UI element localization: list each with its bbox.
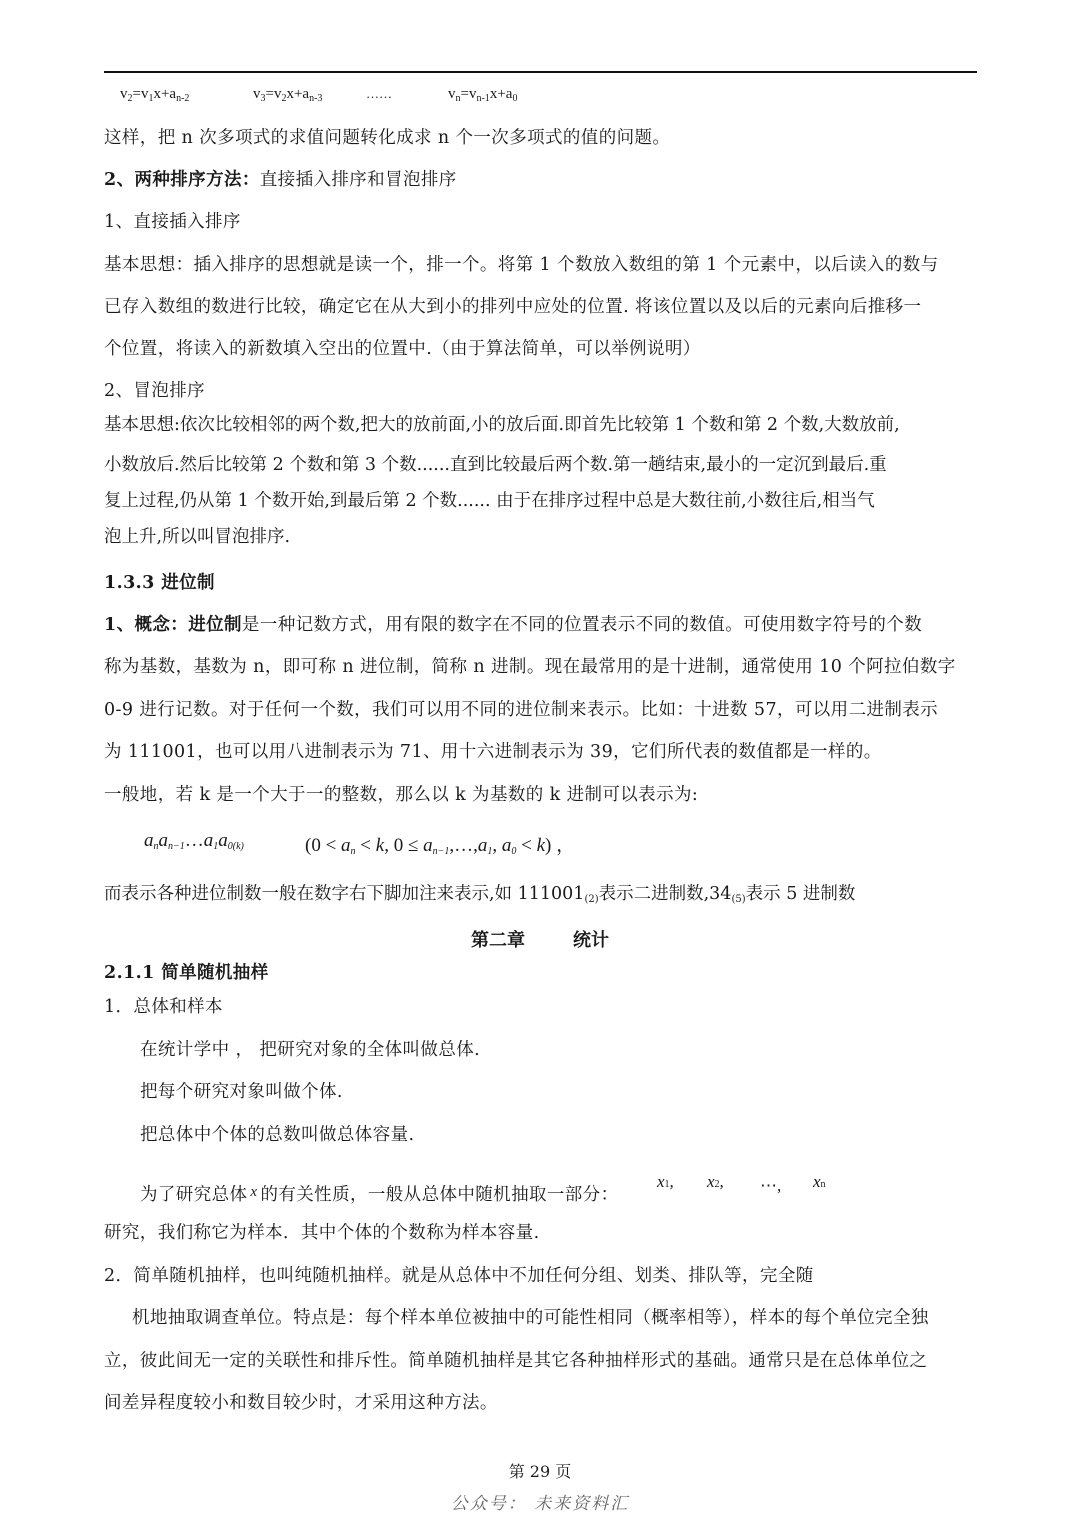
- definition-population-size: 把总体中个体的总数叫做总体容量.: [140, 1125, 415, 1145]
- bubble-sort-title: 2、冒泡排序: [104, 381, 206, 401]
- insert-sort-title: 1、直接插入排序: [104, 212, 241, 232]
- horner-v2: $v_2=v_1x+a_{n-2}$: [120, 86, 190, 104]
- chapter-title: [0, 926, 1080, 952]
- horner-v3: $v_3=v_2x+a_{n-3}$: [253, 86, 323, 104]
- concept-line-2: 称为基数，基数为 n，即可称 n 进位制，简称 n 进制。现在最常用的是十进制，通常使用 10 个阿拉伯数字: [104, 657, 956, 677]
- bubble-sort-line-2: 小数放后.然后比较第 2 个数和第 3 个数......直到比较最后两个数.第一趟结束,最小的一定沉到最后.重: [104, 455, 887, 475]
- sort-heading-rest: 直接插入排序和冒泡排序: [259, 170, 457, 190]
- definition-individual: 把每个研究对象叫做个体.: [140, 1082, 343, 1102]
- chapter-name: 统计: [573, 930, 609, 951]
- srs-line-2: 机地抽取调查单位。特点是：每个样本单位被抽中的可能性相同（概率相等），样本的每个单位完全独: [132, 1308, 929, 1328]
- watermark: 公众号： 未来资料汇: [450, 1494, 630, 1514]
- concept-line-1: [104, 613, 922, 637]
- notation-text-a: 而表示各种进位制数一般在数字右下脚加注来表示,如 111001: [104, 884, 585, 904]
- concept-label: 1、概念：: [104, 615, 189, 635]
- formula-base-k-number: $a_na_{n-1}\dots a_1a_{0(k)}$: [144, 830, 244, 852]
- sort-heading: [104, 168, 457, 192]
- insert-sort-line-1: 基本思想：插入排序的思想就是读一个，排一个。将第 1 个数放入数组的第 1 个元素中，以后读入的数与: [104, 255, 939, 275]
- sample-x1: x1,: [657, 1172, 674, 1191]
- section-heading-1-3-3: 1.3.3 进位制: [104, 573, 215, 593]
- population-sample-title: 1．总体和样本: [104, 997, 223, 1017]
- sample-text-b: 的有关性质，一般从总体中随机抽取一部分：: [260, 1185, 619, 1205]
- sample-x2: x2,: [707, 1172, 724, 1191]
- insert-sort-line-2: 已存入数组的数进行比较，确定它在从大到小的排列中应处的位置. 将该位置以及以后的元素向后推移一: [104, 297, 922, 317]
- notation-text-b: 表示二进制数,34: [598, 884, 732, 904]
- bubble-sort-line-1: 基本思想:依次比较相邻的两个数,把大的放前面,小的放后面.即首先比较第 1 个数和第 2 个数,大数放前,: [104, 415, 900, 435]
- srs-line-1: 2．简单随机抽样，也叫纯随机抽样。就是从总体中不加任何分组、划类、排队等，完全随: [104, 1266, 814, 1286]
- sample-text-a: 为了研究总体: [140, 1185, 248, 1205]
- sample-line-text: [140, 1180, 618, 1207]
- concept-term: 进位制: [188, 615, 242, 635]
- bubble-sort-line-3: 复上过程,仍从第 1 个数开始,到最后第 2 个数...... 由于在排序过程中总是大数往前,小数往后,相当气: [104, 491, 875, 511]
- concept-rest: 是一种记数方式，用有限的数字在不同的位置表示不同的数值。可使用数字符号的个数: [241, 615, 923, 635]
- definition-population: 在统计学中 ， 把研究对象的全体叫做总体.: [140, 1040, 481, 1060]
- variable-x: x: [250, 1184, 258, 1200]
- sample-xn: xn: [813, 1172, 826, 1191]
- srs-line-3: 立，彼此间无一定的关联性和排斥性。简单随机抽样是其它各种抽样形式的基础。通常只是在总体单位之: [104, 1351, 928, 1371]
- insert-sort-line-3: 个位置，将读入的新数填入空出的位置中.（由于算法简单，可以举例说明）: [104, 339, 701, 359]
- sort-heading-bold: 2、两种排序方法：: [104, 170, 260, 190]
- formula-constraint: ($0 < a_n < k$, $0 \le a_{n-1},\dots,a_1$, $a_0 < k$) ，: [305, 835, 576, 857]
- concept-line-4: 为 111001，也可以用八进制表示为 71、用十六进制表示为 39，它们所代表的数值都是一样的。: [104, 742, 882, 762]
- page-number: 第 29 页: [508, 1462, 572, 1481]
- header-rule: [104, 71, 977, 73]
- notation-sub-5: (5): [731, 894, 746, 905]
- horner-vn: $v_n=v_{n-1}x+a_0$: [448, 86, 518, 104]
- section-heading-2-1-1: 2.1.1 简单随机抽样: [104, 963, 269, 983]
- paragraph-line: 这样，把 n 次多项式的求值问题转化成求 n 个一次多项式的值的问题。: [104, 128, 671, 148]
- general-statement: 一般地，若 k 是一个大于一的整数，那么以 k 为基数的 k 进制可以表示为:: [104, 785, 699, 805]
- notation-text-c: 表示 5 进制数: [745, 884, 856, 904]
- srs-line-4: 间差异程度较小和数目较少时，才采用这种方法。: [104, 1393, 498, 1413]
- sample-definition: 研究，我们称它为样本．其中个体的个数称为样本容量.: [104, 1223, 540, 1243]
- sample-dots: ⋯,: [760, 1176, 782, 1195]
- chapter-number: 第二章: [471, 930, 525, 951]
- bubble-sort-line-4: 泡上升,所以叫冒泡排序.: [104, 527, 291, 547]
- horner-dots: ……: [366, 86, 392, 101]
- notation-sub-2: (2): [584, 894, 599, 905]
- notation-line: [104, 882, 855, 912]
- sample-dots-text: ⋯: [760, 1176, 777, 1195]
- concept-line-3: 0-9 进行记数。对于任何一个数，我们可以用不同的进位制来表示。比如：十进数 57，可以用二进制表示: [104, 700, 939, 720]
